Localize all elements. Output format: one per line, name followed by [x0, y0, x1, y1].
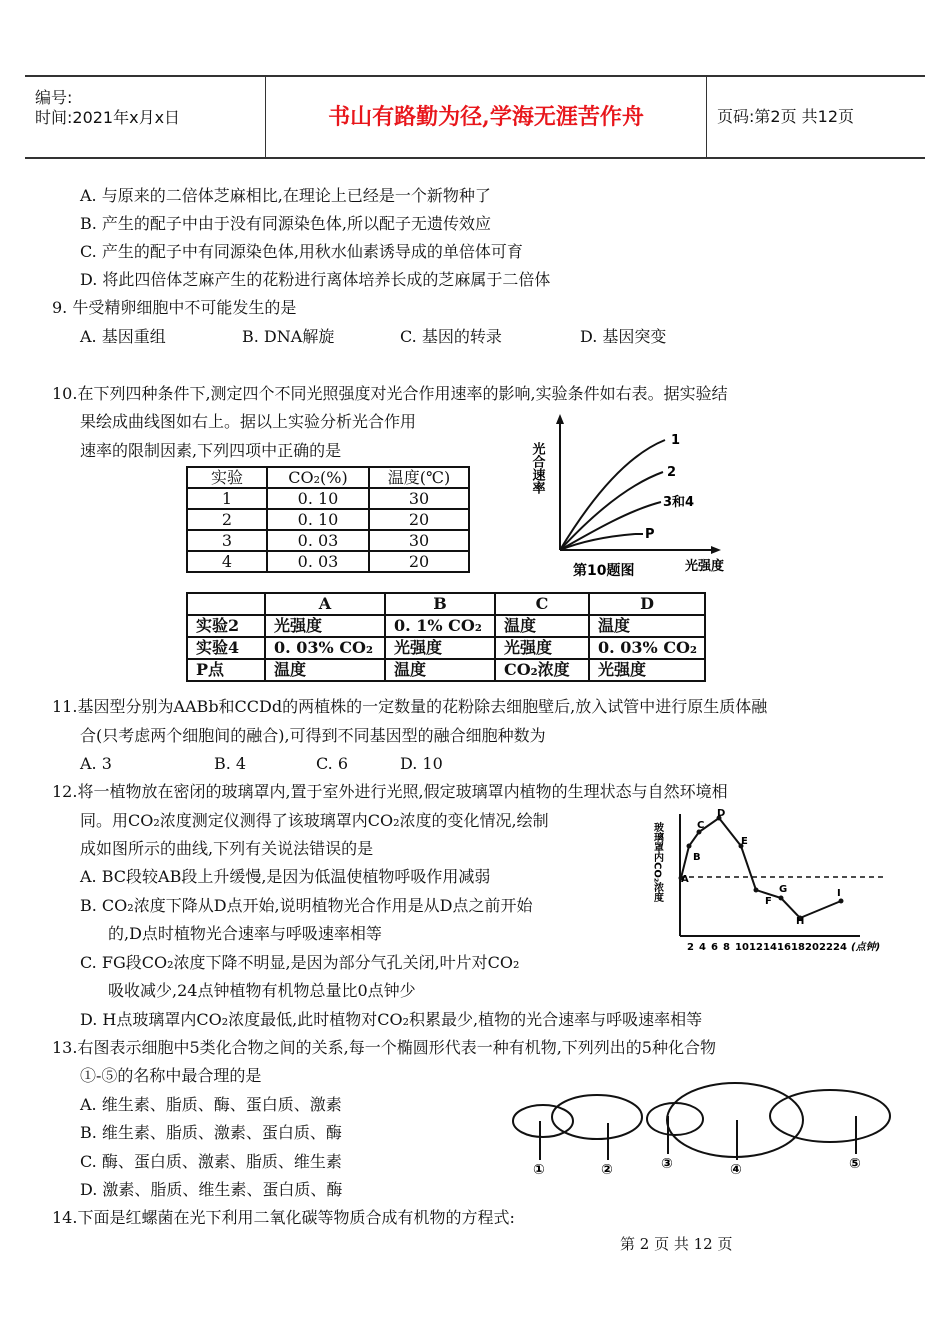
q8-option-b: B. 产生的配子中由于没有同源染色体,所以配子无遗传效应	[80, 214, 492, 233]
curve-label-3-4: 3和4	[663, 495, 695, 510]
q13-line2: ①-⑤的名称中最合理的是	[80, 1066, 262, 1085]
q12-line2: 同。用CO₂浓度测定仪测得了该玻璃罩内CO₂浓度的变化情况,绘制	[80, 811, 549, 830]
point-i	[839, 899, 844, 904]
q11-option-c: C. 6	[316, 754, 349, 773]
x-tick: 10	[735, 942, 749, 953]
table-cell: 光强度	[265, 615, 385, 637]
point-g	[779, 896, 784, 901]
table-cell: 实验2	[187, 615, 265, 637]
x-tick: 14	[763, 942, 777, 953]
x-tick: 24	[833, 942, 847, 953]
q13-ellipse-diagram	[505, 1080, 905, 1180]
table-header: CO₂(%)	[267, 467, 369, 488]
ellipse-4	[667, 1083, 803, 1157]
q12-option-c-line2: 吸收减少,24点钟植物有机物总量比0点钟少	[108, 981, 416, 1000]
x-axis-arrow	[711, 546, 721, 554]
q9-option-a: A. 基因重组	[80, 327, 166, 346]
table-cell: 0. 10	[267, 488, 369, 509]
x-tick: 16	[777, 942, 791, 953]
q12-line3: 成如图所示的曲线,下列有关说法错误的是	[80, 839, 374, 858]
q12-chart	[651, 808, 915, 958]
x-tick-labels	[687, 942, 847, 953]
q10-chart	[525, 412, 755, 580]
table-cell: 光强度	[385, 637, 495, 659]
curve-p	[560, 534, 635, 550]
x-tick: 2	[687, 942, 694, 953]
ellipse-3	[647, 1103, 703, 1135]
point-f	[754, 888, 759, 893]
table-cell: 0. 03	[267, 551, 369, 572]
page-header	[25, 75, 925, 159]
point-label-g: G	[779, 884, 788, 895]
table-cell: 3	[187, 530, 267, 551]
table-header: 实验	[187, 467, 267, 488]
q13-option-d: D. 激素、脂质、维生素、蛋白质、酶	[80, 1180, 343, 1199]
table-cell: 4	[187, 551, 267, 572]
header-motto: 书山有路勤为径,学海无涯苦作舟	[265, 77, 707, 157]
table-cell: 30	[369, 488, 469, 509]
table-cell: 30	[369, 530, 469, 551]
table-cell: 20	[369, 551, 469, 572]
table-cell: 0. 03% CO₂	[589, 637, 705, 659]
point-label-i: I	[837, 888, 841, 899]
q9-option-c: C. 基因的转录	[400, 327, 502, 346]
q9-option-b: B. DNA解旋	[242, 327, 335, 346]
ellipse-2	[552, 1095, 642, 1139]
page-footer: 第 2 页 共 12 页	[620, 1235, 733, 1253]
table-cell: P点	[187, 659, 265, 681]
q12-option-c-line1: C. FG段CO₂浓度下降不明显,是因为部分气孔关闭,叶片对CO₂	[80, 953, 520, 972]
chart-caption: 第10题图	[573, 563, 635, 579]
label-5: ⑤	[849, 1156, 861, 1172]
table-header: A	[265, 593, 385, 615]
table-cell: 0. 10	[267, 509, 369, 530]
table-cell: 0. 03% CO₂	[265, 637, 385, 659]
serial-label: 编号:	[35, 88, 73, 107]
table-header	[187, 593, 265, 615]
label-4: ④	[730, 1162, 742, 1178]
q11-option-d: D. 10	[400, 754, 443, 773]
x-tick: 22	[819, 942, 833, 953]
time-label: 时间:2021年x月x日	[35, 108, 181, 127]
point-label-f: F	[765, 896, 772, 907]
q8-option-a: A. 与原来的二倍体芝麻相比,在理论上已经是一个新物种了	[80, 186, 491, 205]
table-header: B	[385, 593, 495, 615]
x-tick: 8	[723, 942, 730, 953]
x-tick: 6	[711, 942, 718, 953]
table-header: D	[589, 593, 705, 615]
q10-line1: 10.在下列四种条件下,测定四个不同光照强度对光合作用速率的影响,实验条件如右表。据实验结	[52, 384, 728, 403]
q10-options-table	[186, 592, 706, 682]
y-axis-label: 光合速率	[529, 442, 545, 494]
x-tick: 18	[791, 942, 805, 953]
q11-line1: 11.基因型分别为AABb和CCDd的两植株的一定数量的花粉除去细胞壁后,放入试管中进行原生质体融	[52, 697, 768, 716]
table-cell: 1	[187, 488, 267, 509]
point-label-a: A	[681, 874, 689, 885]
q10-line2: 果绘成曲线图如右上。据以上实验分析光合作用	[80, 412, 417, 431]
point-label-h: H	[796, 916, 805, 927]
q12-option-d: D. H点玻璃罩内CO₂浓度最低,此时植物对CO₂积累最少,植物的光合速率与呼吸速率相等	[80, 1010, 703, 1029]
x-tick: 12	[749, 942, 763, 953]
label-2: ②	[601, 1162, 613, 1178]
q10-conditions-table	[186, 466, 470, 573]
q13-option-b: B. 维生素、脂质、激素、蛋白质、酶	[80, 1123, 342, 1142]
table-cell: 光强度	[589, 659, 705, 681]
curve-label-p: P	[645, 527, 655, 542]
table-cell: 0. 1% CO₂	[385, 615, 495, 637]
label-1: ①	[533, 1162, 545, 1178]
header-left	[25, 77, 263, 157]
ellipse-5	[770, 1090, 890, 1142]
table-cell: 2	[187, 509, 267, 530]
table-header: 温度(℃)	[369, 467, 469, 488]
q11-option-b: B. 4	[214, 754, 247, 773]
table-cell: 温度	[495, 615, 589, 637]
label-3: ③	[661, 1156, 673, 1172]
co2-curve	[681, 818, 841, 918]
x-axis-unit: (点钟)	[851, 942, 881, 953]
point-label-d: D	[717, 808, 726, 819]
table-cell: CO₂浓度	[495, 659, 589, 681]
x-axis-label: 光强度	[685, 559, 725, 574]
table-cell: 温度	[589, 615, 705, 637]
y-axis-arrow	[556, 414, 564, 424]
q13-option-c: C. 酶、蛋白质、激素、脂质、维生素	[80, 1152, 342, 1171]
table-cell: 温度	[385, 659, 495, 681]
q9-stem: 9. 牛受精卵细胞中不可能发生的是	[52, 298, 297, 317]
q12-option-b-line1: B. CO₂浓度下降从D点开始,说明植物光合作用是从D点之前开始	[80, 896, 533, 915]
q14-line1: 14.下面是红螺菌在光下利用二氧化碳等物质合成有机物的方程式:	[52, 1208, 515, 1227]
x-tick: 4	[699, 942, 706, 953]
curve-label-1: 1	[671, 433, 681, 448]
table-cell: 20	[369, 509, 469, 530]
q8-option-c: C. 产生的配子中有同源染色体,用秋水仙素诱导成的单倍体可育	[80, 242, 523, 261]
q8-option-d: D. 将此四倍体芝麻产生的花粉进行离体培养长成的芝麻属于二倍体	[80, 270, 551, 289]
point-label-e: E	[741, 836, 748, 847]
table-header: C	[495, 593, 589, 615]
header-page-info: 页码:第2页 共12页	[717, 107, 855, 126]
q11-line2: 合(只考虑两个细胞间的融合),可得到不同基因型的融合细胞种数为	[80, 726, 546, 745]
curve-points	[679, 816, 844, 921]
q11-option-a: A. 3	[80, 754, 112, 773]
q10-line3: 速率的限制因素,下列四项中正确的是	[80, 441, 342, 460]
point-label-b: B	[693, 852, 701, 863]
q12-option-a: A. BC段较AB段上升缓慢,是因为低温使植物呼吸作用减弱	[80, 867, 491, 886]
table-cell: 温度	[265, 659, 385, 681]
point-b	[687, 844, 692, 849]
y-axis-label: 玻璃罩内CO₂浓度	[651, 822, 663, 903]
q9-option-d: D. 基因突变	[580, 327, 667, 346]
curve-label-2: 2	[667, 465, 677, 480]
point-label-c: C	[697, 820, 705, 831]
x-tick: 20	[805, 942, 819, 953]
q13-option-a: A. 维生素、脂质、酶、蛋白质、激素	[80, 1095, 342, 1114]
q12-line1: 12.将一植物放在密闭的玻璃罩内,置于室外进行光照,假定玻璃罩内植物的生理状态与自然环境相	[52, 782, 728, 801]
table-cell: 0. 03	[267, 530, 369, 551]
table-cell: 光强度	[495, 637, 589, 659]
q13-line1: 13.右图表示细胞中5类化合物之间的关系,每一个椭圆形代表一种有机物,下列列出的5种化合物	[52, 1038, 716, 1057]
table-cell: 实验4	[187, 637, 265, 659]
q12-option-b-line2: 的,D点时植物光合速率与呼吸速率相等	[108, 924, 382, 943]
